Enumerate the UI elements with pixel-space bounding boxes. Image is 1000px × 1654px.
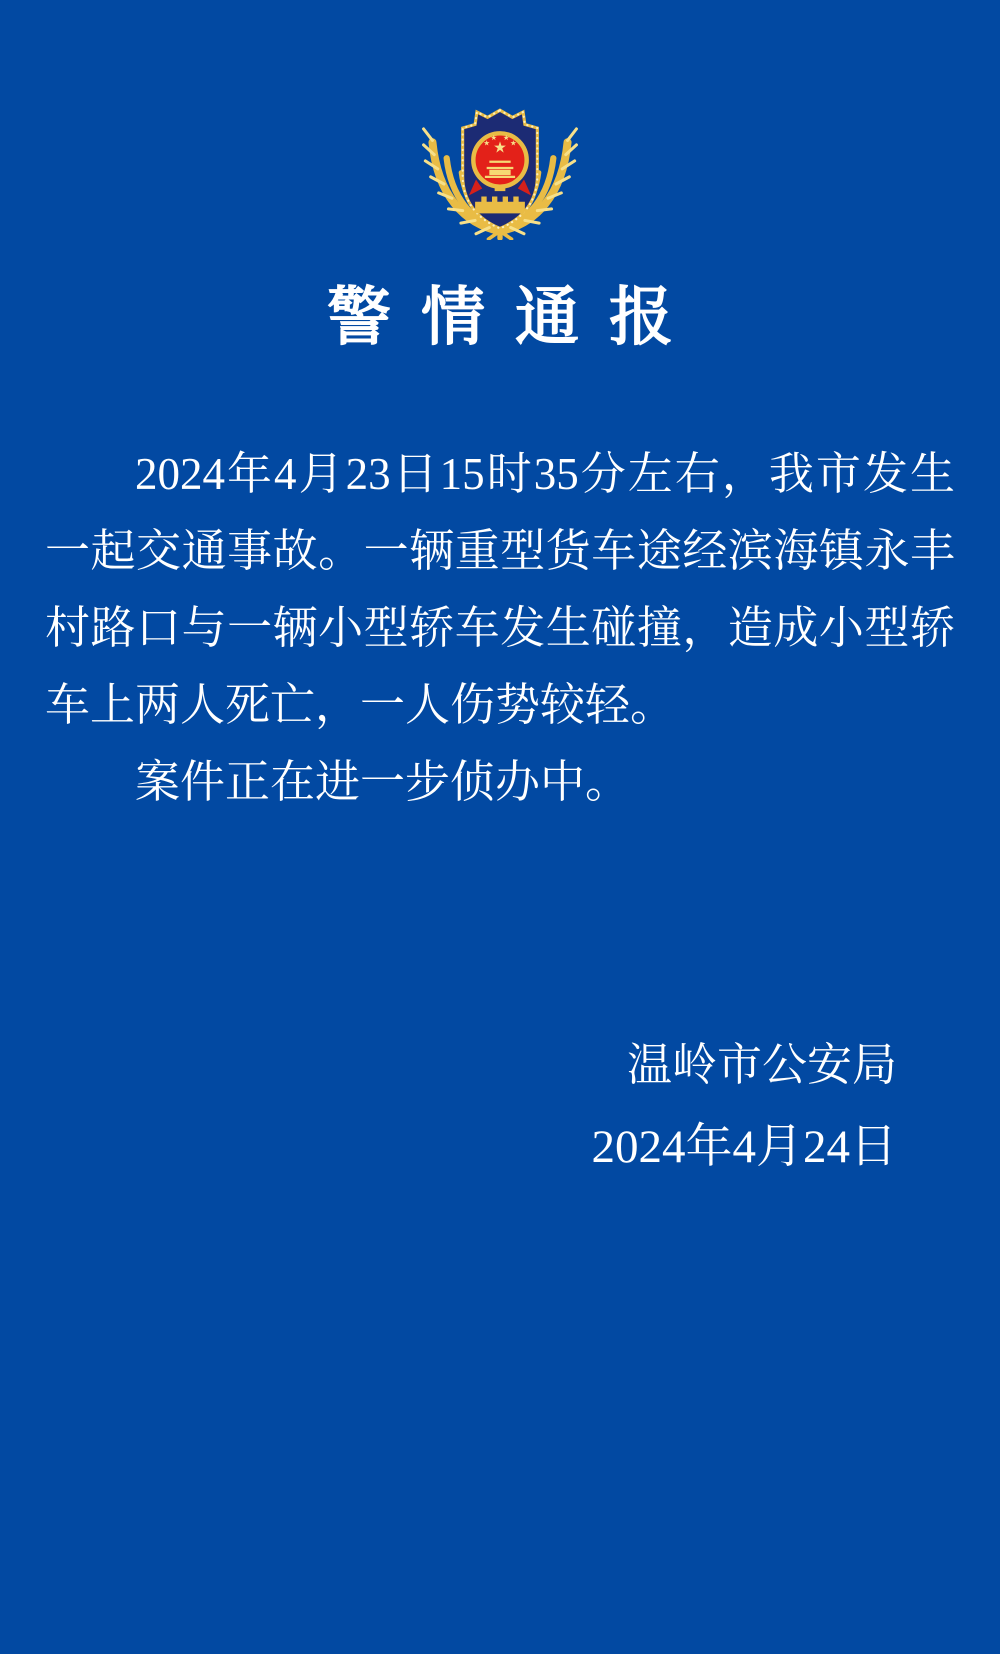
issue-date: 2024年4月24日 xyxy=(591,1121,897,1173)
signature-block xyxy=(0,1040,1000,1173)
emblem-container xyxy=(0,0,1000,240)
notice-paragraph-1: 2024年4月23日15时35分左右，我市发生一起交通事故。一辆重型货车途经滨海镇永丰村路口与一辆小型轿车发生碰撞，造成小型轿车上两人死亡，一人伤势较轻。 xyxy=(45,449,955,730)
notice-body xyxy=(0,436,1000,821)
notice-paragraph-2: 案件正在进一步侦办中。 xyxy=(135,757,631,807)
police-badge-icon xyxy=(410,80,590,240)
issuing-agency: 温岭市公安局 xyxy=(626,1040,897,1090)
page-title: 警情通报 xyxy=(327,282,703,353)
